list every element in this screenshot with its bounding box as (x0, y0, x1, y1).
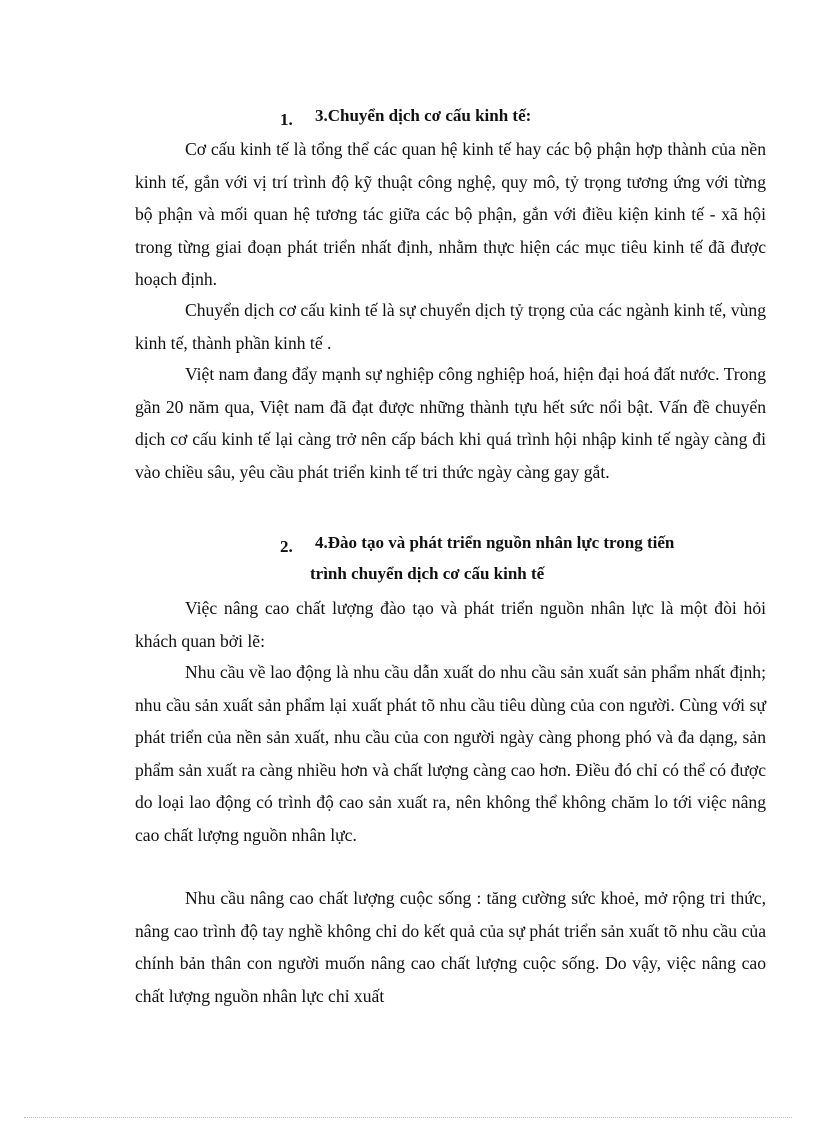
section-2-heading (280, 527, 760, 591)
section-2-title-line2: trình chuyển dịch cơ cấu kinh tế (310, 564, 545, 583)
page-bottom-divider (24, 1117, 792, 1118)
section-2-number: 2. (280, 537, 293, 556)
paragraph-structural-shift: Chuyển dịch cơ cấu kinh tế là sự chuyển dịch tỷ trọng của các ngành kinh tế, vùng kinh tế, thành phần kinh tế . (135, 300, 766, 353)
paragraph-vietnam-industrialization: Việt nam đang đẩy mạnh sự nghiệp công nghiệp hoá, hiện đại hoá đất nước. Trong gần 20 năm qua, Việt nam đã đạt được những thành tựu hết sức nổi bật. Vấn đề chuyển dịch cơ cấu kinh tế lại càng trở nên cấp bách khi quá trình hội nhập kinh tế ngày càng đi vào chiều sâu, yêu cầu phát triển kinh tế tri thức ngày càng gay gắt. (135, 364, 766, 482)
paragraph-quality-of-life: Nhu cầu nâng cao chất lượng cuộc sống : tăng cường sức khoẻ, mở rộng tri thức, nâng cao trình độ tay nghề không chỉ do kết quả của sự phát triển sản xuất tõ nhu cầu của chính bản thân con người muốn nâng cao chất lượng cuộc sống. Do vậy, việc nâng cao chất lượng nguồn nhân lực chỉ xuất (135, 888, 766, 1006)
paragraph-labor-demand: Nhu cầu về lao động là nhu cầu dẫn xuất do nhu cầu sản xuất sản phẩm nhất định; nhu cầu sản xuất sản phẩm lại xuất phát tõ nhu cầu tiêu dùng của con người. Cùng với sự phát triển của nền sản xuất, nhu cầu của con người ngày càng phong phó và đa dạng, sản phẩm sản xuất ra càng nhiều hơn và chất lượng càng cao hơn. Điều đó chỉ có thể có được do loại lao động có trình độ cao sản xuất ra, nên không thể không chăm lo tới việc nâng cao chất lượng nguồn nhân lực. (135, 662, 766, 845)
section-1-title: 3.Chuyển dịch cơ cấu kinh tế: (315, 106, 532, 125)
section-1-number: 1. (280, 110, 293, 129)
paragraph-economic-structure: Cơ cấu kinh tế là tổng thể các quan hệ kinh tế hay các bộ phận hợp thành của nền kinh tế, gắn với vị trí trình độ kỹ thuật công nghệ, quy mô, tỷ trọng tương ứng với từng bộ phận và mối quan hệ tương tác giữa các bộ phận, gắn với điều kiện kinh tế - xã hội trong từng giai đoạn phát triển nhất định, nhằm thực hiện các mục tiêu kinh tế đã được hoạch định. (135, 139, 766, 290)
section-2-title-line1: 4.Đào tạo và phát triển nguồn nhân lực trong tiến (315, 533, 675, 552)
paragraph-training-requirement: Việc nâng cao chất lượng đào tạo và phát triển nguồn nhân lực là một đòi hỏi khách quan bởi lẽ: (135, 598, 766, 651)
